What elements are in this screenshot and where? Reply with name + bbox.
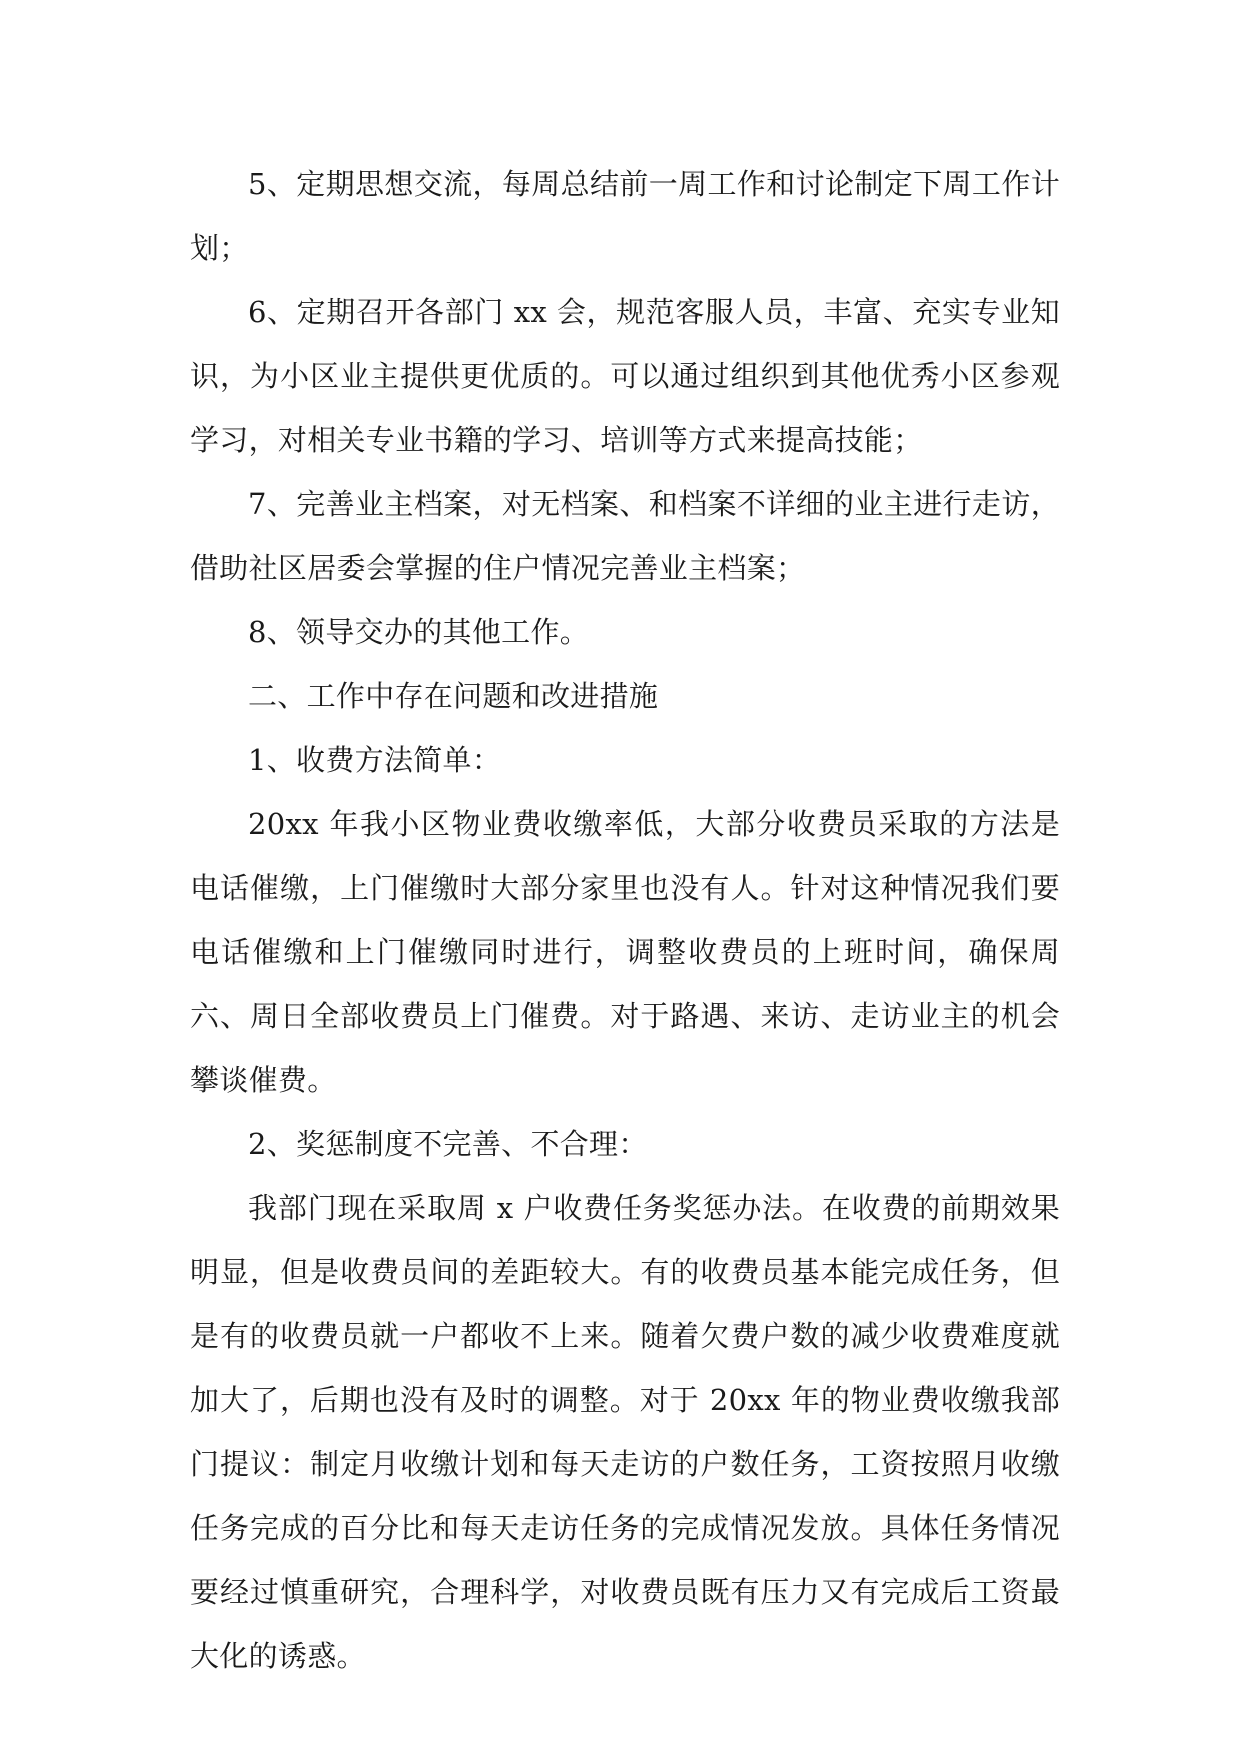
paragraph-fee-method: 20xx 年我小区物业费收缴率低，大部分收费员采取的方法是电话催缴，上门催缴时大部分家里也没有人。针对这种情况我们要电话催缴和上门催缴同时进行，调整收费员的上班时间，确保周六、周日全部收费员上门催费。对于路遇、来访、走访业主的机会攀谈催费。 xyxy=(190,807,1060,1097)
paragraph-item-8: 8、领导交办的其他工作。 xyxy=(248,615,590,649)
subheading-fee-method: 1、收费方法简单： xyxy=(248,743,502,777)
paragraph-reward-system: 我部门现在采取周 x 户收费任务奖惩办法。在收费的前期效果明显，但是收费员间的差距较大。有的收费员基本能完成任务，但是有的收费员就一户都收不上来。随着欠费户数的减少收费难度就加大了，后期也没有及时的调整。对于 20xx 年的物业费收缴我部门提议：制定月收缴计划和每天走访的户数任务，工资按照月收缴任务完成的百分比和每天走访任务的完成情况发放。具体任务情况要经过慎重研究，合理科学，对收费员既有压力又有完成后工资最大化的诱惑。 xyxy=(190,1191,1060,1673)
paragraph-item-7: 7、完善业主档案，对无档案、和档案不详细的业主进行走访，借助社区居委会掌握的住户情况完善业主档案； xyxy=(190,487,1060,585)
document-body xyxy=(190,152,1060,1688)
paragraph-item-6: 6、定期召开各部门 xx 会，规范客服人员，丰富、充实专业知识，为小区业主提供更优质的。可以通过组织到其他优秀小区参观学习，对相关专业书籍的学习、培训等方式来提高技能； xyxy=(190,295,1060,457)
section-heading-problems: 二、工作中存在问题和改进措施 xyxy=(248,679,659,713)
subheading-reward-system: 2、奖惩制度不完善、不合理： xyxy=(248,1127,648,1161)
paragraph-item-5: 5、定期思想交流，每周总结前一周工作和讨论制定下周工作计划； xyxy=(190,167,1060,265)
